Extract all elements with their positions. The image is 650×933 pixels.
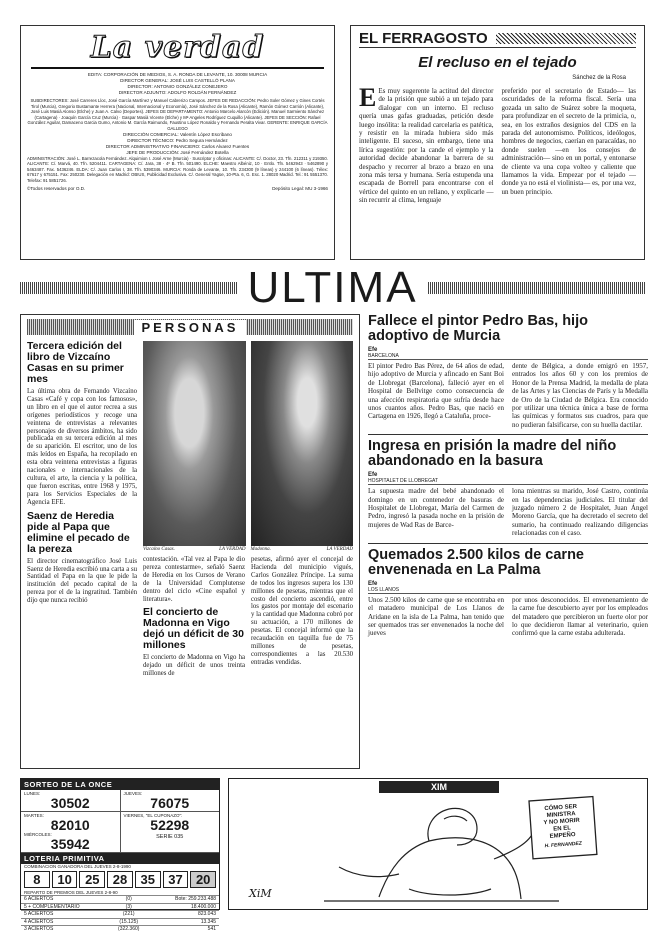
director-general-line: DIRECTOR GENERAL: JOSÉ LUIS CASTELLÓ PLANA bbox=[120, 78, 235, 83]
vizcaino-body: La última obra de Fernando Vizcaíno Casas «Café y copa con los famosos», un libro en el que el autor recrea a sus orígenes periodísticos y recoge una veintena de entrevistas a relevantes personajes de diversos ámbitos, ha sido publicada en su tercera edición al mes de su aparición. El escritor, uno de los más leídos en España, ha recopilado en esta obra veintena entrevistas a figuras nacionales e internacionales de la cultura, el arte, la ciencia y la política, que fueron escritas, entre 1968 y 1975, para los Servicios Especiales de la Agencia EFE. bbox=[27, 388, 137, 506]
director-line: DIRECTOR: ANTONIO GONZÁLEZ CONEJERO bbox=[127, 84, 228, 89]
column-author: Sánchez de la Rosa bbox=[572, 75, 626, 81]
ferragosto-header bbox=[359, 30, 636, 48]
once-viernes-number: 52298 bbox=[150, 817, 190, 833]
prize-amount: 18.400.000 bbox=[190, 903, 217, 910]
photo-vizcaino bbox=[143, 341, 246, 546]
carne-text-2: por unos desconocidos. El envenenamiento de la carne fue descubierto ayer por los empleados del matadero que percibieron un fuerte olor por lo que decidieron llamar al veterinario, quien confirmó que la carne estaba adulterada. bbox=[512, 595, 648, 638]
once-martes-label: MARTES: bbox=[24, 813, 44, 818]
primitiva-ball: 28 bbox=[107, 871, 133, 888]
prize-row bbox=[21, 910, 219, 918]
figure-body-outline bbox=[379, 838, 521, 899]
bas-text-2: dente de Bélgica, a donde emigró en 1957, entrados los años 60 y con los premios de Honor de la Prensa Madrid, la medalla de plata de las Artes y las Ciencias de París y la Medalla de Oro de la Ciudad de Bélgica. Era conocido por utilizar una técnica única a base de forma las químicas y formatos sus cuadros, para que no pudieran falsificarse, con su huella dactilar. bbox=[512, 362, 648, 429]
once-jueves-number: 76075 bbox=[150, 795, 190, 811]
once-miercoles-label: MIÉRCOLES: bbox=[24, 832, 52, 837]
publisher-line: EDITA: CORPORACIÓN DE MEDIOS, S. A. RONDA DE LEVANTE, 10. 30008 MURCIA bbox=[87, 72, 268, 77]
lower-left-col bbox=[143, 556, 245, 678]
primitiva-numbers bbox=[21, 869, 219, 890]
bas-agency: Efe bbox=[368, 347, 378, 353]
cartoon-signature: XiM bbox=[249, 887, 272, 900]
once-martes-number: 82010 bbox=[50, 817, 90, 833]
column-headline: El recluso en el tejado bbox=[418, 54, 577, 71]
prize-winners: (322.360) bbox=[118, 926, 140, 933]
prize-winners: (0) bbox=[125, 896, 132, 902]
once-lunes bbox=[21, 790, 121, 811]
saenz-body: El director cinematográfico José Luis Saenz de Heredia escribió una carta a su Santidad el Papa en la que le pide la institución del pecado capital de la pereza por el de la ingratitud. También dijo que nunca recibió bbox=[27, 557, 137, 605]
caption-madonna-text: Madonna. bbox=[250, 547, 271, 552]
prision-body bbox=[368, 487, 648, 537]
madonna-continuation: pesetas, afirmó ayer el concejal de Hacienda del municipio vigués, Carlos González Príncipe. La suma de todos los ingresos supera los 130 millones de pesetas, mientras que el costo del concierto ascendió, entre los gastos por montaje del escenario y la cantidad que Madonna cobró por su actuación, a 170 millones de pesetas. El concejal informó que la recaudación en taquilla fue de 75 millones de pesetas, correspondientes a las 20.530 entradas vendidas. bbox=[251, 556, 353, 666]
director-adjunto-line: DIRECTOR ADJUNTO: ADOLFO ROLDÁN FERNÁNDEZ bbox=[118, 90, 237, 95]
prizes-label: REPARTO DE PREMIOS DEL JUEVES 2-8-90 bbox=[24, 890, 118, 895]
prision-place: HOSPITALET DE LLOBREGAT bbox=[368, 478, 648, 485]
carne-body bbox=[368, 596, 648, 638]
book-title-line: MINISTRA bbox=[546, 811, 576, 820]
deposito-legal: Depósito Legal: MU 3-1966 bbox=[272, 185, 328, 191]
saenz-continuation: contestación. «Tal vez al Papa le dio pereza contestarme», señaló Saenz de Heredia en los Cursos de Verano de la Universidad Complutense dentro del ciclo «Cine español y literatura». bbox=[143, 556, 245, 603]
column-text-1 bbox=[359, 83, 494, 205]
primitiva-ball: 35 bbox=[135, 871, 161, 888]
prision-text-2: lona mientras su marido, José Castro, continúa en las dependencias judiciales. El titular del juzgado número 2 de Hospitalet, Juan Ángel Moreno García, que ha decretado el secreto del sumario, ha continuado realizando diligencias relacionadas con el caso. bbox=[512, 487, 648, 538]
column-body bbox=[359, 83, 636, 205]
photo-madonna bbox=[251, 341, 354, 546]
once-martes-miercoles bbox=[21, 812, 121, 852]
primitiva-complementario: 20 bbox=[190, 871, 216, 888]
lower-right-col bbox=[251, 556, 353, 678]
once-header: SORTEO DE LA ONCE bbox=[21, 779, 219, 790]
carne-headline: Quemados 2.500 kilos de carne envenenada en La Palma bbox=[368, 546, 584, 578]
header-hatch bbox=[496, 33, 636, 44]
direccion-comercial-line: DIRECCIÓN COMERCIAL: Valentín López Escribano bbox=[123, 131, 232, 137]
prize-row bbox=[21, 895, 219, 903]
news-divider-2 bbox=[368, 543, 648, 544]
caption-madonna bbox=[251, 547, 354, 552]
carne-text-1: Unos 2.500 kilos de carne que se encontraba en el matadero municipal de Los Llanos de Aridane en la isla de La Palma, han tenido que ser quemados tras ser envenenados la noche del jueves bbox=[368, 595, 504, 638]
masthead-footer bbox=[27, 186, 328, 191]
newspaper-logo: La verdad bbox=[90, 30, 265, 65]
director-admin-line: DIRECTOR ADMINISTRATIVO FINANCIERO: Carlos Alvarez Fuentes bbox=[105, 143, 250, 149]
primitiva-header: LOTERIA PRIMITIVA bbox=[21, 853, 219, 864]
photo-madonna-wrap bbox=[251, 341, 354, 552]
prize-row bbox=[21, 925, 219, 933]
caption-madonna-credit: LA VERDAD bbox=[326, 547, 353, 552]
primitiva-combo-label: COMBINACION GANADORA DEL JUEVES 2-8-1990 bbox=[24, 864, 131, 869]
book-title-line: CÓMO SER bbox=[544, 803, 578, 813]
bas-text-1: El pintor Pedro Bas Pérez, de 64 años de edad, hijo adoptivo de Murcia y afincado en Sant Boi de Llobregat (Barcelona), falleció ayer en el Hospital de Bellvitge como consecuencia de una afección respiratoria que sufría desde hace unos cuantos años. Pedro Bas, que nació en Cartagena en 1926, llegó a Cataluña, proce- bbox=[368, 362, 504, 421]
figure-hair-line bbox=[444, 816, 467, 821]
carne-agency: Efe bbox=[368, 580, 378, 587]
column-text-2: preferido por el secretario de Estado— las oscuridades de la reforma fiscal. Sería una gozada un salto de Suárez sobre la moqueta, para profundizar en el secreto de la primicia, o, sea, en los extraños designios del CDS en la parada del autonomismo. Políticos, ideólogos, hombres de negocios, caerían en paracaídas, no donde suelen —en los consejos de administración— sino en un portal, y entonarse de cliente va una copa volteo y caliente que llamamos la vida. Empezar por el tejado —donde ya no está el violinista— es, por una vez, un buen principio. bbox=[501, 87, 636, 196]
personas-title: PERSONAS bbox=[134, 320, 247, 335]
prize-winners: (221) bbox=[122, 911, 135, 918]
personas-right-area bbox=[143, 341, 353, 678]
prision-text-1: La supuesta madre del bebé abandonado el domingo en un contenedor de basuras de Hospitalet de Llobregat, María del Carmen de Pedro, ingresó la pasada noche en la prisión de mujeres de Wad Ras de Barce- bbox=[368, 487, 504, 529]
figure-lap-line bbox=[409, 889, 491, 895]
once-miercoles-number: 35942 bbox=[50, 836, 90, 852]
jefe-produccion-line: JEFE DE PRODUCCIÓN: José Fernández Botella bbox=[126, 149, 229, 155]
banner-title: ULTIMA bbox=[247, 263, 418, 312]
book-title-line: EN EL bbox=[553, 825, 572, 833]
section-banner bbox=[20, 263, 645, 312]
bas-headline: Fallece el pintor Pedro Bas, hijo adoptivo de Murcia bbox=[368, 313, 588, 344]
once-row-2 bbox=[21, 812, 219, 853]
caption-vizcaino-credit: LA VERDAD bbox=[219, 547, 246, 552]
personas-left-column bbox=[27, 341, 137, 678]
primitiva-ball: 25 bbox=[79, 871, 105, 888]
photo-vizcaino-wrap bbox=[143, 341, 246, 552]
prize-category: 3 ACIERTOS bbox=[24, 926, 54, 933]
banner-hatch-right bbox=[428, 282, 645, 294]
director-tecnico-line: DIRECTOR TÉCNICO: Pedro Segura Hernández bbox=[127, 137, 228, 143]
prision-headline: Ingresa en prisión la madre del niño abandonado en la basura bbox=[368, 438, 617, 470]
saenz-headline: Saenz de Heredia pide al Papa que elimine el pecado de la pereza bbox=[27, 509, 130, 555]
primitiva-ball: 37 bbox=[163, 871, 189, 888]
book-author: H. FERNANDEZ bbox=[544, 840, 583, 850]
masthead-box bbox=[20, 25, 335, 260]
madonna-body: El concierto de Madonna en Vigo ha dejado un déficit de unos treinta millones de bbox=[143, 654, 245, 678]
prize-winners: (3) bbox=[125, 903, 132, 910]
section-title: EL FERRAGOSTO bbox=[359, 30, 488, 47]
once-row-1 bbox=[21, 790, 219, 812]
caption-vizcaino-text: Vizcaíno Casas. bbox=[143, 547, 175, 552]
personas-block bbox=[20, 314, 360, 769]
prize-amount: Bote: 259.233.488 bbox=[175, 896, 217, 902]
book-title bbox=[531, 803, 594, 851]
photo-row bbox=[143, 341, 353, 552]
banner-hatch-left bbox=[20, 282, 237, 294]
once-jueves bbox=[121, 790, 220, 811]
logo-rule bbox=[31, 67, 324, 69]
ferragosto-column bbox=[350, 25, 645, 260]
carne-place: LOS LLANOS bbox=[368, 587, 648, 594]
cartoon-box bbox=[228, 778, 648, 910]
staff-block-admin: ADMINISTRACIÓN: José L. Barrezacola Fernández. Alquimion I. José Arne (Murcia) · Suscriptor y oficinas: ALICANTE: C/. Doctor, 23. Tfn. 212311 y 219350. ALICANTE: C/. Marvá, 40. Tfn. 5204411. CARTAGENA: C/. Jara, 38 · 4º B. Tfn. 501490. ELCHE: Maestro Albéniz, 10 · Entlo. Tfn. 5462943 · 5462890 y 5463487. Fax. 5436246. ELDA: C/. Juan Carlos I, 38. Tfn. 5390346. MURCIA: Ronda de Levante, 10. Tfn. 234300 (9 líneas) y 244100 (6 líneas). Télex: 67617 y 675151. Fax: 250230. Delegación en Madrid: OBIUS, Publicidad Exclusiva. C/. General Yagüe, 10-Pta. 6, G. Esc. 1. 28020 Madrid. Tel.: 91 5551370. Telefax: 91 5851726. bbox=[27, 155, 328, 183]
once-lunes-number: 30502 bbox=[50, 795, 90, 811]
lottery-table bbox=[20, 778, 220, 933]
prize-amount: 823.043 bbox=[197, 911, 217, 918]
personas-header bbox=[27, 319, 353, 335]
once-viernes-label: VIERNES, "EL CUPONAZO": bbox=[123, 813, 183, 818]
madonna-headline: El concierto de Madonna en Vigo dejó un déficit de 30 millones bbox=[143, 606, 244, 652]
once-serie: SERIE 035 bbox=[156, 834, 184, 840]
bas-body bbox=[368, 362, 648, 429]
prize-amount: 541 bbox=[207, 926, 217, 933]
prize-category: 5 ACIERTOS bbox=[24, 911, 54, 918]
figure-arm-right bbox=[494, 831, 534, 859]
news-divider-1 bbox=[368, 434, 648, 435]
figure-arm-left bbox=[339, 867, 399, 877]
staff-block-editorial: SUBDIRECTORES: José Carreres Lloc, José García Martínez y Manuel Cabrerizo Campos. JEFES DE REDACCIÓN: Pedro Soler Gómez y Gines Cortés Tirol (Murcia), Gregorio Bustamante Herrera (Nacional, Internacional y Economía), José Sánchez de la Rosa (Alicante), Ramón Gómez Carrión (Alicante), José Luis Masià Alonso (Elche) y Juan A. Calvo (Deportes). JEFES DE DEPARTAMENTO: Antonio Marcelo Alarcón (Edición). Manuel Sarmiento Sánchez (Cartagena) · Joaquín García Cruz (Murcia) · Gaspar Masià Vicente (Elche) y Mª Angeles Rodríguez Cuquillo (Alicante). JEFES DE SECCIÓN: Rafael González Aguilar, Damaceno Garcia Gumo, Antonio M. García Raimundo, Faustino López Ronaldo y Fernando Peralta Vivar. GERENTE: ENRIQUE GARCÍA GALLEGO bbox=[27, 98, 328, 131]
copyright-line: ©Todos reservados por O.D. bbox=[27, 185, 86, 191]
cartoon-tag: XIM bbox=[379, 781, 499, 793]
once-jueves-label: JUEVES: bbox=[123, 791, 143, 796]
once-lunes-label: LUNES: bbox=[24, 791, 41, 796]
prision-agency: Efe bbox=[368, 472, 378, 479]
prize-category: 4 ACIERTOS bbox=[24, 918, 54, 925]
column-text-1-body: Es muy sugerente la actitud del director de la prisión que subió a un tejado para dialogar con un interno. El recluso quería unas gafas graduadas, petición desde luego insólita: la realidad carcelaria es patética, y resistir en la mirada hubiera sido más inteligente. El suceso, sin embargo, tiene una lírica sugestión: por la cande el ejemplo y la autoridad decide abandonar la barrera de su despacho y recorrer al brazo a brazo en una zona más tersa y humana. Sería estupenda una escapada de Borrell para encontrarse con el vértice del quinto en un rellano, y explicarle —sin recurrir al clima, lenguaje bbox=[359, 87, 494, 205]
prize-row bbox=[21, 903, 219, 911]
prize-category: 5 + COMPLEMENTARIO bbox=[24, 903, 80, 910]
once-viernes bbox=[121, 812, 220, 852]
news-column bbox=[368, 314, 648, 769]
book-title-line: Y NO MORIR bbox=[543, 817, 580, 827]
prize-amount: 13.345 bbox=[200, 918, 217, 925]
lower-text-row bbox=[143, 556, 353, 678]
prize-winners: (15.125) bbox=[119, 918, 139, 925]
drop-cap: E bbox=[359, 83, 377, 112]
primitiva-ball: 8 bbox=[24, 871, 50, 888]
bas-place: BARCELONA bbox=[368, 353, 648, 360]
prize-row bbox=[21, 918, 219, 926]
primitiva-ball: 10 bbox=[52, 871, 78, 888]
vizcaino-headline: Tercera edición del libro de Vizcaíno Casas en su primer mes bbox=[27, 340, 124, 385]
prize-category: 6 ACIERTOS bbox=[24, 896, 54, 902]
caption-vizcaino bbox=[143, 547, 246, 552]
book-title-line: EMPEÑO bbox=[549, 832, 576, 840]
